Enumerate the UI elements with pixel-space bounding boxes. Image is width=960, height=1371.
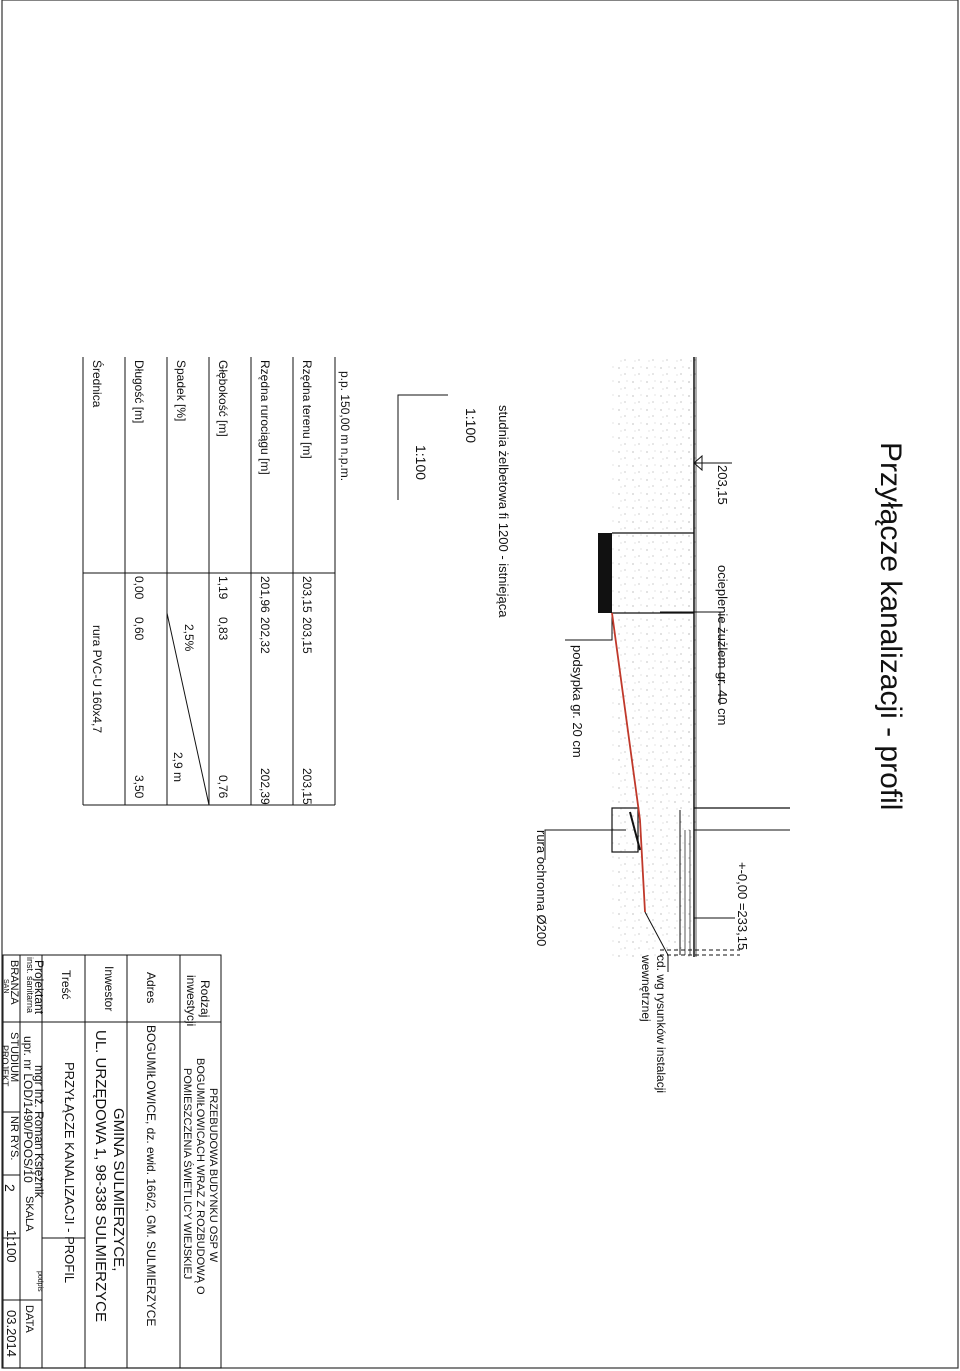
tb-designer-license: upr. nr LOD/1490/POOS/10 [21, 1036, 35, 1183]
tb-investor-1: GMINA SULMIERZYCE, [110, 1108, 127, 1272]
cell-depth-2: 0,83 [216, 617, 230, 641]
tb-designer-label: Projektant [32, 960, 46, 1015]
cell-slope: 2,5% [182, 624, 196, 652]
tb-sheet-no-label: NR RYS. [8, 1116, 20, 1161]
tb-content-label: Treść [59, 970, 73, 1000]
tb-type-label-2: inwestycji [184, 975, 198, 1027]
manhole-label: studnia żelbetowa fi 1200 - istniejąca [496, 405, 511, 618]
scale-horizontal: 1:100 [463, 408, 479, 444]
continuation-label-2: wewnętrznej [639, 955, 653, 1022]
floor-level-label: +-0,00 =233,15 [735, 862, 750, 951]
ground-level-label: 203,15 [715, 465, 730, 505]
cell-pipe-3: 202,39 [258, 768, 272, 805]
tb-stage-label: STUDIUM [8, 1032, 20, 1083]
tb-investment-3: POMIESZCZENIA ŚWIETLICY WIEJSKIEJ [181, 1068, 193, 1280]
cell-length-2: 0,60 [132, 617, 146, 641]
cell-pipe-2: 202,32 [258, 617, 272, 654]
tb-branch-label: BRANŻA [8, 960, 20, 1005]
cell-pipe-1: 201,96 [258, 576, 272, 613]
tb-investor-label: Inwestor [102, 966, 116, 1012]
protective-pipe-label: rura ochronna Ø200 [534, 830, 549, 947]
tb-investment-1: PRZEBUDOWA BUDYNKU OSP W [207, 1088, 219, 1263]
tb-investment-2: BOGUMIŁOWICACH WRAZ Z ROZBUDOWĄ O [194, 1058, 206, 1295]
tb-content-value: PRZYŁĄCZE KANALIZACJI - PROFIL [62, 1062, 77, 1284]
cell-diameter: rura PVC-U 160x4,7 [90, 625, 104, 734]
tb-designer-spec: inst. sanitarna [25, 957, 35, 1014]
cell-terrain-2: 203,15 [300, 617, 314, 654]
drawing-title: Przyłącze kanalizacji - profil [874, 442, 907, 811]
tb-investor-2: UL. URZĘDOWA 1, 98-338 SULMIERZYCE [92, 1030, 109, 1323]
tb-date-value: 03.2014 [4, 1310, 19, 1357]
tb-type-label-1: Rodzaj [198, 980, 212, 1018]
cell-slope-length: 2,9 m [171, 752, 185, 783]
cell-depth-3: 0,76 [216, 775, 230, 799]
bedding-leader [565, 614, 612, 640]
insulation-label: ocieplenie żużlem gr. 40 cm [715, 565, 730, 726]
tb-branch-value: SAN [2, 979, 9, 994]
row-label-diameter: Średnica [90, 360, 104, 408]
scale-vertical: 1:100 [413, 445, 429, 481]
tb-signature-label: podpis [36, 1271, 43, 1292]
row-label-depth: Głębokość [m] [216, 360, 230, 437]
tb-sheet-no-value: 2 [2, 1184, 18, 1192]
tb-designer-name: mgr inż. Roman Księżnik [32, 1065, 46, 1198]
tb-address-label: Adres [144, 972, 158, 1004]
row-label-terrain: Rzędna terenu [m] [300, 360, 314, 459]
cell-terrain-3: 203,15 [300, 768, 314, 805]
tb-stage-value: PROJEKT [0, 1045, 10, 1087]
manhole-wall [598, 533, 612, 613]
cell-length-3: 3,50 [132, 775, 146, 799]
tb-address-value: BOGUMIŁOWICE, dz. ewid. 166/2, GM. SULMIERZYCE [144, 1025, 158, 1327]
row-label-slope: Spadek [%] [174, 360, 188, 422]
bedding-label: podsypka gr. 20 cm [570, 645, 585, 758]
row-label-pipe-elev: Rzędna rurociągu [m] [258, 360, 272, 475]
cell-depth-1: 1,19 [216, 576, 230, 600]
row-label-length: Długość [m] [132, 360, 146, 424]
tb-scale-value: 1:100 [4, 1230, 19, 1263]
tb-date-label: DATA [23, 1305, 35, 1333]
datum-label: p.p. 150,00 m n.p.m. [338, 371, 352, 482]
continuation-label-1: cd. wg rysunków instalacji [654, 955, 668, 1094]
cell-terrain-1: 203,15 [300, 576, 314, 613]
cell-length-1: 0,00 [132, 576, 146, 600]
tb-scale-label: SKALA [23, 1196, 35, 1232]
